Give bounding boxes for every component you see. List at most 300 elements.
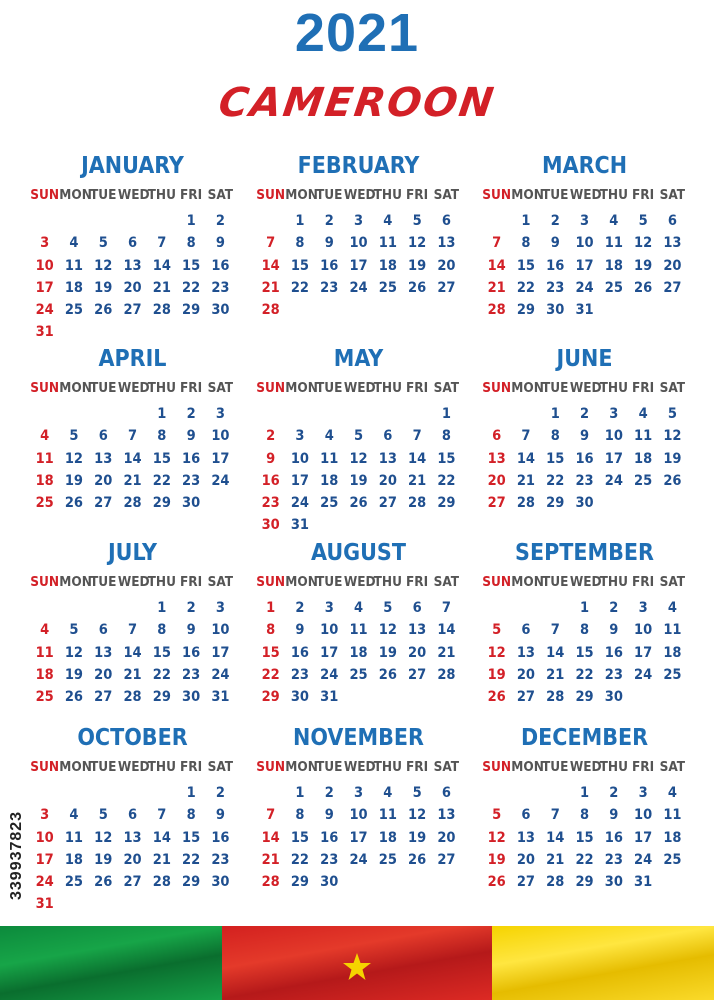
- weekday-label: SAT: [207, 187, 234, 203]
- day-cell: 16: [211, 829, 230, 846]
- day-grid: [256, 597, 461, 708]
- day-cell: 17: [35, 851, 54, 868]
- weekday-label: THU: [147, 187, 176, 203]
- day-cell: 24: [211, 472, 230, 489]
- day-cell: 19: [408, 257, 427, 274]
- day-cell: 15: [290, 257, 310, 274]
- day-cell: 19: [64, 472, 84, 489]
- month-january: [30, 150, 235, 344]
- empty-cell: [482, 210, 511, 232]
- day-cell: 8: [580, 622, 590, 639]
- day-cell: 21: [546, 851, 565, 868]
- day-cell: 13: [408, 622, 427, 639]
- day-cell: 22: [152, 666, 171, 683]
- weekday-label: TUE: [89, 380, 117, 396]
- day-cell: 4: [69, 235, 79, 252]
- day-cell: 19: [349, 472, 368, 489]
- day-cell: 3: [215, 600, 225, 616]
- day-cell: 22: [437, 472, 456, 489]
- day-cell: 28: [261, 302, 280, 319]
- day-cell: 12: [487, 644, 506, 661]
- weekday-label: SUN: [256, 574, 286, 590]
- day-cell: 21: [123, 472, 142, 489]
- empty-cell: [30, 403, 59, 425]
- month-title: FEBRUARY: [297, 153, 420, 179]
- weekday-label: SUN: [256, 187, 286, 203]
- day-cell: 12: [64, 644, 84, 661]
- weekday-label: FRI: [405, 759, 429, 775]
- empty-cell: [89, 403, 118, 425]
- day-cell: 18: [35, 472, 54, 489]
- day-cell: 6: [128, 235, 138, 252]
- weekday-label: WED: [343, 380, 376, 396]
- weekday-label: WED: [569, 574, 602, 590]
- weekday-label: THU: [599, 380, 628, 396]
- day-cell: 6: [98, 428, 108, 445]
- day-cell: 9: [550, 235, 560, 252]
- day-cell: 5: [412, 213, 422, 229]
- empty-cell: [147, 782, 176, 804]
- day-cell: 30: [604, 689, 623, 706]
- day-cell: 14: [123, 450, 142, 467]
- day-cell: 21: [261, 851, 280, 868]
- day-cell: 18: [349, 644, 368, 661]
- day-cell: 9: [266, 450, 276, 467]
- day-cell: 13: [437, 235, 456, 252]
- day-cell: 22: [516, 279, 536, 296]
- weekday-label: FRI: [631, 759, 655, 775]
- day-cell: 29: [437, 495, 456, 512]
- day-cell: 15: [152, 450, 171, 467]
- weekday-label: SAT: [659, 759, 686, 775]
- day-cell: 30: [604, 874, 623, 891]
- day-cell: 25: [64, 302, 84, 319]
- day-cell: 25: [349, 666, 368, 683]
- day-cell: 17: [349, 257, 368, 274]
- day-cell: 14: [408, 450, 427, 467]
- empty-cell: [30, 210, 59, 232]
- empty-cell: [118, 403, 147, 425]
- day-cell: 15: [516, 257, 536, 274]
- flag-star-icon: [342, 952, 372, 982]
- day-cell: 20: [437, 257, 456, 274]
- day-cell: 12: [94, 829, 113, 846]
- day-cell: 31: [575, 302, 594, 319]
- day-cell: 3: [40, 807, 50, 824]
- day-cell: 26: [94, 302, 113, 319]
- day-cell: 13: [663, 235, 682, 252]
- day-cell: 3: [354, 785, 364, 801]
- day-cell: 23: [604, 851, 623, 868]
- month-title: NOVEMBER: [293, 725, 424, 751]
- weekday-label: MON: [59, 759, 92, 775]
- day-cell: 24: [211, 666, 230, 683]
- weekday-label: MON: [59, 574, 92, 590]
- day-cell: 21: [152, 851, 171, 868]
- day-cell: 7: [266, 235, 276, 252]
- day-cell: 1: [295, 785, 305, 801]
- weekday-label: MON: [285, 759, 318, 775]
- day-cell: 8: [266, 622, 276, 639]
- weekday-label: SUN: [482, 187, 512, 203]
- day-cell: 2: [215, 785, 225, 801]
- day-cell: 17: [349, 829, 368, 846]
- empty-cell: [30, 782, 59, 804]
- weekday-label: TUE: [541, 187, 569, 203]
- day-cell: 1: [186, 213, 196, 229]
- empty-cell: [59, 210, 88, 232]
- weekday-header: [256, 571, 461, 593]
- day-cell: 24: [634, 851, 653, 868]
- day-cell: 6: [383, 428, 393, 445]
- weekday-label: MON: [59, 187, 92, 203]
- day-cell: 16: [261, 472, 280, 489]
- day-cell: 20: [663, 257, 682, 274]
- day-cell: 3: [354, 213, 364, 229]
- weekday-label: MON: [59, 380, 92, 396]
- day-cell: 27: [437, 851, 456, 868]
- day-cell: 11: [64, 829, 84, 846]
- weekday-label: SUN: [30, 380, 60, 396]
- day-cell: 10: [349, 235, 368, 252]
- day-cell: 27: [487, 495, 506, 512]
- day-cell: 3: [295, 428, 305, 445]
- day-cell: 17: [35, 279, 54, 296]
- day-cell: 2: [609, 600, 619, 616]
- empty-cell: [118, 782, 147, 804]
- empty-cell: [511, 597, 540, 619]
- empty-cell: [541, 597, 570, 619]
- weekday-label: WED: [343, 759, 376, 775]
- day-cell: 1: [186, 785, 196, 801]
- day-cell: 10: [604, 428, 623, 445]
- weekday-label: SAT: [659, 187, 686, 203]
- day-cell: 10: [634, 622, 653, 639]
- day-cell: 8: [550, 428, 560, 445]
- weekday-label: TUE: [315, 187, 343, 203]
- day-cell: 1: [441, 406, 451, 422]
- day-cell: 31: [290, 517, 310, 534]
- day-cell: 2: [186, 600, 196, 616]
- day-cell: 27: [516, 874, 536, 891]
- day-cell: 1: [580, 600, 590, 616]
- day-cell: 12: [349, 450, 368, 467]
- day-cell: 5: [412, 785, 422, 801]
- day-cell: 19: [408, 829, 427, 846]
- day-cell: 6: [667, 213, 677, 229]
- day-grid: [30, 210, 235, 344]
- day-cell: 8: [157, 428, 167, 445]
- day-grid: [30, 597, 235, 708]
- day-cell: 7: [128, 622, 138, 639]
- day-cell: 10: [290, 450, 310, 467]
- day-cell: 23: [320, 851, 339, 868]
- day-cell: 11: [634, 428, 653, 445]
- day-cell: 15: [575, 644, 594, 661]
- day-cell: 19: [663, 450, 682, 467]
- weekday-label: MON: [511, 187, 544, 203]
- empty-cell: [482, 782, 511, 804]
- weekday-label: SUN: [256, 759, 286, 775]
- day-cell: 22: [575, 851, 594, 868]
- weekday-label: THU: [599, 759, 628, 775]
- day-cell: 29: [546, 495, 565, 512]
- day-cell: 31: [35, 324, 54, 341]
- weekday-header: [30, 377, 235, 399]
- day-cell: 9: [580, 428, 590, 445]
- day-cell: 8: [441, 428, 451, 445]
- day-cell: 27: [378, 495, 397, 512]
- weekday-label: SAT: [207, 574, 234, 590]
- day-cell: 19: [634, 257, 653, 274]
- weekday-label: FRI: [179, 380, 203, 396]
- day-cell: 30: [211, 874, 230, 891]
- weekday-label: WED: [117, 574, 150, 590]
- day-cell: 3: [580, 213, 590, 229]
- day-cell: 6: [412, 600, 422, 616]
- day-cell: 15: [575, 829, 594, 846]
- day-cell: 1: [157, 406, 167, 422]
- day-cell: 14: [261, 829, 280, 846]
- day-cell: 7: [550, 622, 560, 639]
- weekday-label: WED: [343, 187, 376, 203]
- day-cell: 7: [441, 600, 451, 616]
- day-cell: 2: [609, 785, 619, 801]
- weekday-header: [30, 184, 235, 206]
- day-cell: 3: [638, 600, 648, 616]
- day-cell: 16: [182, 644, 201, 661]
- day-cell: 26: [408, 279, 427, 296]
- day-cell: 30: [320, 874, 339, 891]
- day-cell: 5: [69, 622, 79, 639]
- day-cell: 11: [35, 450, 54, 467]
- weekday-header: [256, 377, 461, 399]
- day-cell: 13: [516, 829, 536, 846]
- weekday-label: THU: [373, 574, 402, 590]
- weekday-label: TUE: [541, 380, 569, 396]
- weekday-label: WED: [569, 759, 602, 775]
- day-cell: 20: [94, 472, 113, 489]
- month-july: [30, 537, 235, 708]
- day-cell: 23: [575, 472, 594, 489]
- day-cell: 11: [35, 644, 54, 661]
- day-grid: [30, 403, 235, 514]
- day-cell: 26: [94, 874, 113, 891]
- weekday-label: THU: [147, 380, 176, 396]
- day-cell: 20: [123, 851, 142, 868]
- day-cell: 23: [546, 279, 565, 296]
- day-cell: 24: [35, 302, 54, 319]
- day-cell: 8: [157, 622, 167, 639]
- month-august: [256, 537, 461, 708]
- weekday-label: SAT: [433, 759, 460, 775]
- weekday-label: FRI: [631, 380, 655, 396]
- day-cell: 27: [94, 689, 113, 706]
- day-cell: 17: [290, 472, 310, 489]
- day-cell: 2: [580, 406, 590, 422]
- flag-red-stripe: [222, 926, 492, 1000]
- day-cell: 21: [261, 279, 280, 296]
- weekday-label: FRI: [179, 759, 203, 775]
- day-cell: 16: [320, 257, 339, 274]
- weekday-label: MON: [511, 759, 544, 775]
- day-cell: 4: [324, 428, 334, 445]
- day-cell: 30: [546, 302, 565, 319]
- day-cell: 6: [521, 807, 531, 824]
- weekday-label: TUE: [89, 759, 117, 775]
- day-cell: 24: [349, 279, 368, 296]
- day-cell: 7: [128, 428, 138, 445]
- day-cell: 2: [295, 600, 305, 616]
- weekday-label: TUE: [315, 574, 343, 590]
- day-cell: 14: [546, 644, 565, 661]
- day-cell: 25: [663, 851, 682, 868]
- day-cell: 20: [94, 666, 113, 683]
- day-cell: 16: [546, 257, 565, 274]
- month-october: [30, 722, 235, 916]
- day-cell: 1: [550, 406, 560, 422]
- empty-cell: [511, 403, 540, 425]
- weekday-header: [482, 571, 687, 593]
- day-cell: 20: [516, 851, 536, 868]
- day-cell: 25: [634, 472, 653, 489]
- day-cell: 24: [35, 874, 54, 891]
- empty-cell: [541, 782, 570, 804]
- day-cell: 18: [604, 257, 623, 274]
- day-cell: 22: [575, 666, 594, 683]
- day-grid: [256, 403, 461, 537]
- day-cell: 13: [123, 257, 142, 274]
- day-cell: 21: [516, 472, 536, 489]
- weekday-label: WED: [117, 759, 150, 775]
- day-cell: 16: [604, 644, 623, 661]
- day-cell: 21: [152, 279, 171, 296]
- day-cell: 21: [408, 472, 427, 489]
- weekday-label: MON: [511, 380, 544, 396]
- day-cell: 29: [182, 874, 201, 891]
- month-title: AUGUST: [311, 540, 406, 566]
- day-cell: 22: [182, 279, 201, 296]
- day-cell: 22: [546, 472, 565, 489]
- weekday-label: TUE: [89, 574, 117, 590]
- weekday-label: THU: [147, 574, 176, 590]
- empty-cell: [89, 597, 118, 619]
- day-cell: 19: [64, 666, 84, 683]
- day-cell: 18: [378, 829, 397, 846]
- day-cell: 5: [638, 213, 648, 229]
- day-cell: 15: [290, 829, 310, 846]
- month-june: [482, 343, 687, 514]
- weekday-label: SUN: [482, 574, 512, 590]
- day-cell: 7: [521, 428, 531, 445]
- empty-cell: [256, 210, 285, 232]
- weekday-label: MON: [511, 574, 544, 590]
- day-cell: 16: [320, 829, 339, 846]
- day-cell: 9: [609, 807, 619, 824]
- day-cell: 20: [437, 829, 456, 846]
- day-cell: 18: [64, 279, 84, 296]
- day-cell: 28: [152, 302, 171, 319]
- day-cell: 28: [437, 666, 456, 683]
- day-cell: 10: [320, 622, 339, 639]
- day-cell: 26: [663, 472, 682, 489]
- day-cell: 15: [182, 829, 201, 846]
- day-cell: 21: [487, 279, 506, 296]
- day-cell: 5: [492, 622, 502, 639]
- day-cell: 20: [408, 644, 427, 661]
- day-cell: 9: [215, 807, 225, 824]
- day-cell: 7: [266, 807, 276, 824]
- weekday-label: TUE: [315, 380, 343, 396]
- day-grid: [256, 210, 461, 321]
- day-cell: 26: [487, 874, 506, 891]
- day-cell: 3: [40, 235, 50, 252]
- day-grid: [482, 597, 687, 708]
- day-cell: 29: [575, 689, 594, 706]
- day-cell: 30: [575, 495, 594, 512]
- day-cell: 3: [609, 406, 619, 422]
- weekday-header: [482, 377, 687, 399]
- day-cell: 4: [354, 600, 364, 616]
- day-cell: 23: [290, 666, 310, 683]
- day-cell: 1: [521, 213, 531, 229]
- day-cell: 9: [609, 622, 619, 639]
- day-cell: 4: [40, 622, 50, 639]
- day-cell: 8: [580, 807, 590, 824]
- day-cell: 24: [349, 851, 368, 868]
- weekday-label: SAT: [659, 380, 686, 396]
- month-title: OCTOBER: [77, 725, 188, 751]
- day-cell: 16: [211, 257, 230, 274]
- day-cell: 27: [408, 666, 427, 683]
- day-cell: 20: [123, 279, 142, 296]
- day-cell: 18: [663, 644, 682, 661]
- day-cell: 1: [295, 213, 305, 229]
- day-cell: 11: [64, 257, 84, 274]
- day-cell: 13: [516, 644, 536, 661]
- day-cell: 28: [516, 495, 536, 512]
- day-cell: 7: [157, 807, 167, 824]
- day-cell: 22: [290, 851, 310, 868]
- day-cell: 20: [378, 472, 397, 489]
- day-cell: 2: [324, 213, 334, 229]
- day-cell: 4: [383, 213, 393, 229]
- day-cell: 30: [182, 689, 201, 706]
- weekday-label: SAT: [207, 759, 234, 775]
- month-title: MARCH: [541, 153, 628, 179]
- day-cell: 12: [94, 257, 113, 274]
- day-cell: 24: [604, 472, 623, 489]
- weekday-header: [30, 756, 235, 778]
- day-cell: 2: [186, 406, 196, 422]
- day-cell: 12: [408, 235, 427, 252]
- day-cell: 12: [663, 428, 682, 445]
- day-cell: 1: [580, 785, 590, 801]
- day-cell: 10: [634, 807, 653, 824]
- day-cell: 24: [290, 495, 310, 512]
- day-cell: 11: [663, 622, 682, 639]
- weekday-label: MON: [285, 574, 318, 590]
- empty-cell: [373, 403, 402, 425]
- day-cell: 13: [94, 644, 113, 661]
- day-cell: 29: [290, 874, 310, 891]
- day-cell: 10: [35, 829, 54, 846]
- day-cell: 19: [378, 644, 397, 661]
- day-cell: 25: [35, 495, 54, 512]
- day-cell: 13: [123, 829, 142, 846]
- weekday-label: FRI: [405, 380, 429, 396]
- day-cell: 15: [152, 644, 171, 661]
